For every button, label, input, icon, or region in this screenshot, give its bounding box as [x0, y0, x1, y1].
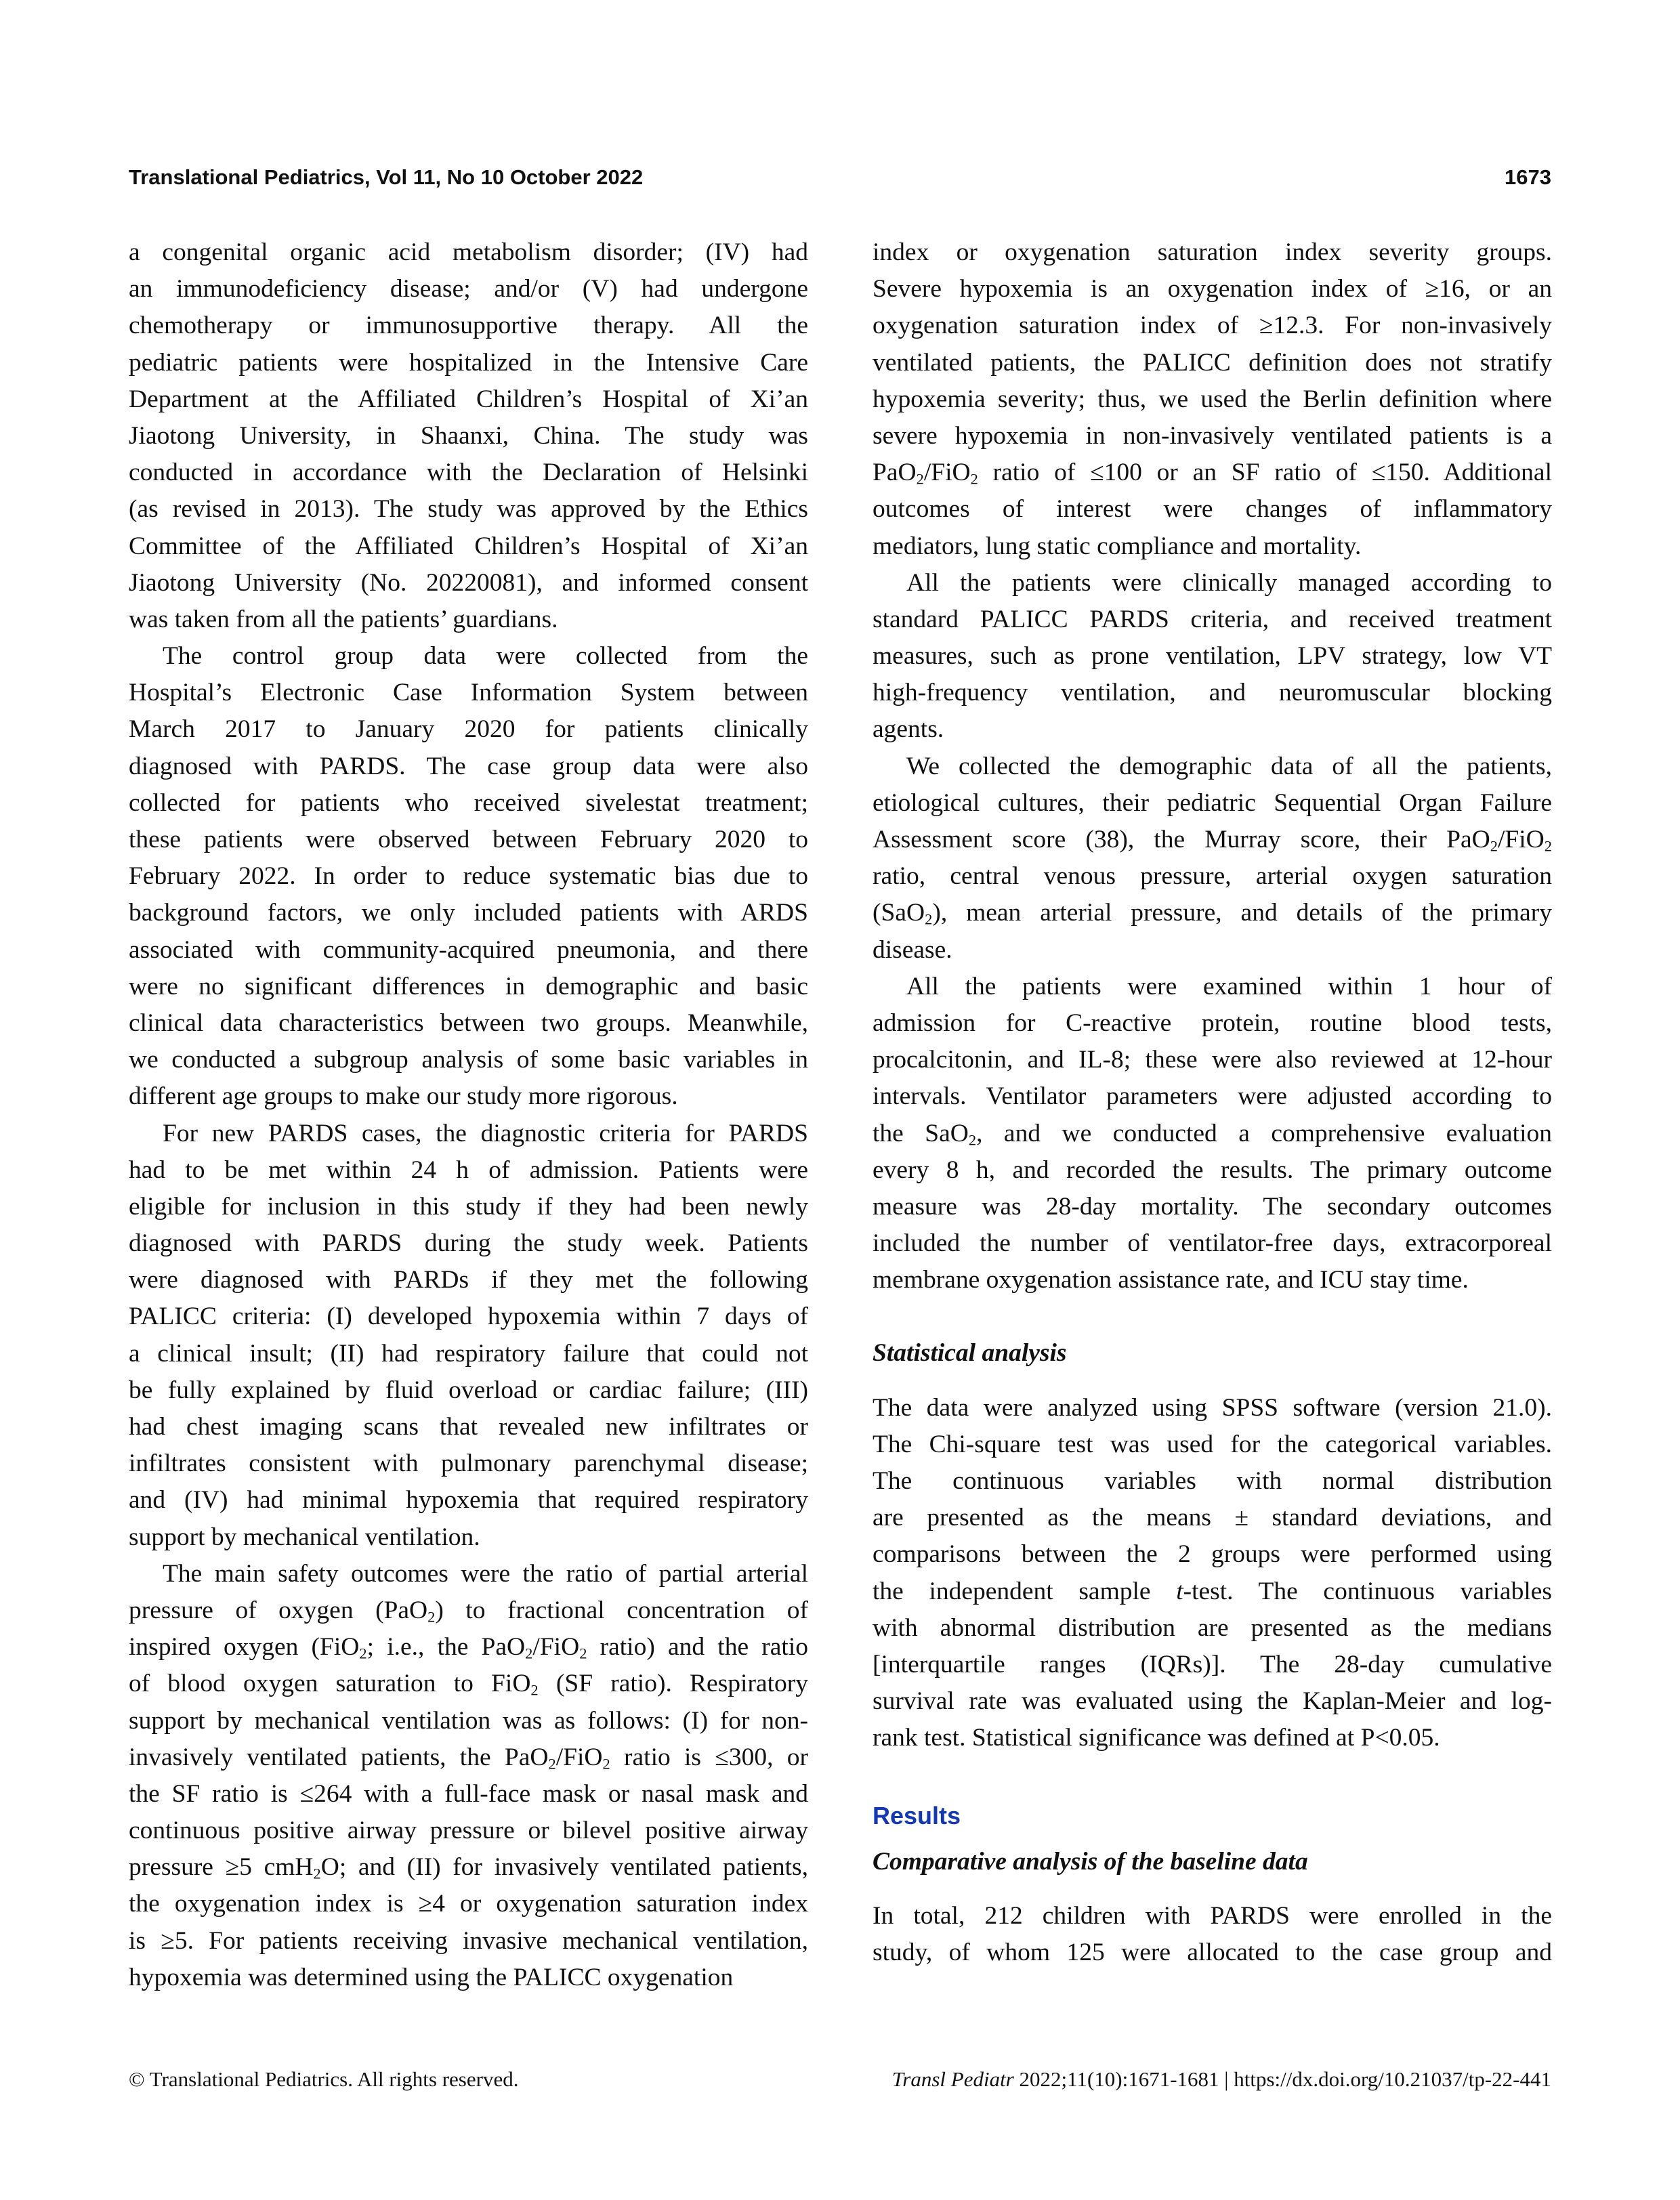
- text-line: procalcitonin, and IL-8; these were also reviewed at 12-hour: [873, 1046, 1552, 1074]
- text-line: background factors, we only included patients with ARDS: [129, 899, 808, 927]
- text-line: Hospital’s Electronic Case Information System between: [129, 679, 808, 707]
- text-line: collected for patients who received sivelestat treatment;: [129, 788, 808, 817]
- text-line: continuous positive airway pressure or bilevel positive airway: [129, 1817, 808, 1845]
- citation: [892, 2067, 1551, 2092]
- text-line: mediators, lung static compliance and mortality.: [873, 532, 1362, 560]
- text-line: The main safety outcomes were the ratio of partial arterial: [163, 1559, 808, 1588]
- text-line: survival rate was evaluated using the Kaplan-Meier and log-: [873, 1687, 1552, 1716]
- text-line: high-frequency ventilation, and neuromuscular blocking: [873, 679, 1552, 707]
- text-line: clinical data characteristics between two groups. Meanwhile,: [129, 1009, 808, 1037]
- text-line: diagnosed with PARDS during the study week. Patients: [129, 1229, 808, 1258]
- text-line: and (IV) had minimal hypoxemia that required respiratory: [129, 1486, 808, 1515]
- running-header: [129, 163, 1551, 192]
- paragraph: [873, 969, 1552, 1299]
- text-line: The data were analyzed using SPSS software (version 21.0).: [873, 1393, 1552, 1422]
- text-line: Jiaotong University, in Shaanxi, China. The study was: [129, 421, 808, 450]
- text-line: severe hypoxemia in non-invasively ventilated patients is a: [873, 421, 1552, 450]
- paragraph: [129, 1556, 808, 1996]
- text-line: a clinical insult; (II) had respiratory failure that could not: [129, 1339, 808, 1368]
- left-column: [129, 234, 808, 1996]
- page-footer: [129, 2066, 1551, 2093]
- text-line: the oxygenation index is ≥4 or oxygenation saturation index: [129, 1890, 808, 1918]
- text-line: hypoxemia severity; thus, we used the Berlin definition where: [873, 385, 1552, 413]
- text-line: invasively ventilated patients, the PaO$_2$/FiO$_2$ ratio is ≤300, or: [129, 1743, 808, 1773]
- text-line: pediatric patients were hospitalized in the Intensive Care: [129, 348, 808, 377]
- spacer: [873, 1834, 1552, 1844]
- text-line: are presented as the means ± standard deviations, and: [873, 1504, 1552, 1532]
- text-line: All the patients were examined within 1 hour of: [906, 972, 1552, 1000]
- paragraph: [129, 638, 808, 1115]
- text-line: The continuous variables with normal distribution: [873, 1467, 1552, 1495]
- text-line: [interquartile ranges (IQRs)]. The 28-day cumulative: [873, 1650, 1552, 1678]
- text-line: In total, 212 children with PARDS were enrolled in the: [873, 1901, 1552, 1930]
- text-line: ratio, central venous pressure, arterial oxygen saturation: [873, 862, 1552, 891]
- text-line: etiological cultures, their pediatric Sequential Organ Failure: [873, 788, 1552, 817]
- text-line: ventilated patients, the PALICC definition does not stratify: [873, 348, 1552, 377]
- paragraph: [129, 234, 808, 638]
- text-line: (as revised in 2013). The study was approved by the Ethics: [129, 495, 808, 524]
- paragraph: [129, 1116, 808, 1556]
- baseline-subheading: Comparative analysis of the baseline data: [873, 1847, 1308, 1876]
- text-line: support by mechanical ventilation was as follows: (I) for non-: [129, 1706, 808, 1735]
- text-line: hypoxemia was determined using the PALICC oxygenation: [129, 1963, 734, 1991]
- page-number: 1673: [1505, 165, 1551, 189]
- text-line: a congenital organic acid metabolism disorder; (IV) had: [129, 238, 808, 266]
- right-column: [873, 234, 1552, 1971]
- text-line: (SaO$_2$), mean arterial pressure, and details of the primary: [873, 899, 1552, 928]
- text-line: agents.: [873, 715, 944, 744]
- text-line: eligible for inclusion in this study if they had been newly: [129, 1192, 808, 1221]
- text-line: these patients were observed between February 2020 to: [129, 826, 808, 853]
- copyright-notice: © Translational Pediatrics. All rights reserved.: [129, 2067, 519, 2091]
- citation-doi[interactable]: 2022;11(10):1671-1681 | https://dx.doi.org/10.21037/tp-22-441: [1013, 2067, 1551, 2091]
- text-line: membrane oxygenation assistance rate, and ICU stay time.: [873, 1266, 1469, 1294]
- text-line: measure was 28-day mortality. The secondary outcomes: [873, 1192, 1552, 1221]
- text-line: rank test. Statistical significance was defined at P<0.05.: [873, 1724, 1440, 1752]
- text-line: index or oxygenation saturation index severity groups.: [873, 238, 1552, 266]
- text-line: is ≥5. For patients receiving invasive mechanical ventilation,: [129, 1926, 808, 1955]
- spacer: [873, 1372, 1552, 1390]
- text-line: Committee of the Affiliated Children’s Hospital of Xi’an: [129, 532, 808, 560]
- text-line: were diagnosed with PARDs if they met the following: [129, 1266, 808, 1294]
- text-line: Severe hypoxemia is an oxygenation index of ≥16, or an: [873, 275, 1552, 303]
- text-line: had chest imaging scans that revealed new infiltrates or: [129, 1413, 808, 1441]
- text-line: All the patients were clinically managed according to: [906, 568, 1552, 597]
- text-line: every 8 h, and recorded the results. The primary outcome: [873, 1156, 1552, 1184]
- journal-abbrev: Transl Pediatr: [891, 2067, 1014, 2091]
- text-line: conducted in accordance with the Declaration of Helsinki: [129, 459, 808, 487]
- text-line: we conducted a subgroup analysis of some basic variables in: [129, 1046, 808, 1074]
- results-heading: Results: [873, 1801, 961, 1829]
- text-line: admission for C-reactive protein, routine blood tests,: [873, 1009, 1552, 1037]
- text-line: the independent sample t-test. The continuous variables: [873, 1577, 1552, 1605]
- spacer: [873, 1298, 1552, 1335]
- text-line: Assessment score (38), the Murray score, their PaO$_2$/FiO$_2$: [873, 826, 1552, 855]
- text-line: the SF ratio is ≤264 with a full-face mask or nasal mask and: [129, 1779, 808, 1808]
- journal-issue: Translational Pediatrics, Vol 11, No 10 October 2022: [129, 165, 644, 189]
- text-line: included the number of ventilator-free days, extracorporeal: [873, 1229, 1552, 1258]
- text-line: be fully explained by fluid overload or cardiac failure; (III): [129, 1376, 808, 1404]
- text-line: We collected the demographic data of all the patients,: [906, 752, 1552, 780]
- text-line: different age groups to make our study more rigorous.: [129, 1082, 678, 1111]
- text-line: an immunodeficiency disease; and/or (V) had undergone: [129, 275, 808, 303]
- spacer: [873, 1757, 1552, 1798]
- text-line: study, of whom 125 were allocated to the case group and: [873, 1938, 1552, 1966]
- text-line: with abnormal distribution are presented as the medians: [873, 1613, 1552, 1642]
- statistical-analysis-body: [873, 1390, 1552, 1757]
- text-line: inspired oxygen (FiO$_2$; i.e., the PaO$_2$/FiO$_2$ ratio) and the ratio: [129, 1633, 808, 1662]
- paragraph: [873, 234, 1552, 565]
- text-line: pressure of oxygen (PaO$_2$) to fractional concentration of: [129, 1596, 808, 1626]
- text-line: PALICC criteria: (I) developed hypoxemia within 7 days of: [129, 1303, 808, 1331]
- text-line: were no significant differences in demographic and basic: [129, 972, 808, 1000]
- paragraph: [873, 565, 1552, 748]
- text-line: support by mechanical ventilation.: [129, 1523, 480, 1551]
- text-line: was taken from all the patients’ guardians.: [129, 605, 558, 633]
- text-line: comparisons between the 2 groups were performed using: [873, 1540, 1552, 1569]
- text-line: the SaO$_2$, and we conducted a comprehensive evaluation: [873, 1119, 1552, 1149]
- text-line: standard PALICC PARDS criteria, and received treatment: [873, 605, 1552, 633]
- text-line: February 2022. In order to reduce systematic bias due to: [129, 862, 808, 891]
- text-line: March 2017 to January 2020 for patients clinically: [129, 715, 808, 744]
- text-line: infiltrates consistent with pulmonary parenchymal disease;: [129, 1450, 808, 1478]
- text-line: intervals. Ventilator parameters were adjusted according to: [873, 1082, 1552, 1111]
- text-line: PaO$_2$/FiO$_2$ ratio of ≤100 or an SF ratio of ≤150. Additional: [873, 459, 1552, 488]
- text-line: oxygenation saturation index of ≥12.3. For non-invasively: [873, 312, 1552, 340]
- results-body: [873, 1898, 1552, 1971]
- text-line: measures, such as prone ventilation, LPV strategy, low VT: [873, 642, 1552, 671]
- right-body-paragraphs: [873, 234, 1552, 1298]
- text-line: outcomes of interest were changes of inflammatory: [873, 495, 1552, 524]
- statistical-analysis-heading: Statistical analysis: [873, 1339, 1067, 1368]
- text-line: of blood oxygen saturation to FiO$_2$ (SF ratio). Respiratory: [129, 1670, 808, 1699]
- text-line: Jiaotong University (No. 20220081), and informed consent: [129, 568, 808, 597]
- text-line: chemotherapy or immunosupportive therapy. All the: [129, 312, 808, 340]
- text-line: disease.: [873, 935, 952, 964]
- spacer: [873, 1880, 1552, 1898]
- text-line: associated with community-acquired pneumonia, and there: [129, 935, 808, 964]
- text-line: The Chi-square test was used for the categorical variables.: [873, 1430, 1552, 1458]
- text-line: had to be met within 24 h of admission. Patients were: [129, 1156, 808, 1184]
- text-line: Department at the Affiliated Children’s Hospital of Xi’an: [129, 385, 808, 413]
- text-line: diagnosed with PARDS. The case group data were also: [129, 752, 808, 780]
- text-line: pressure ≥5 cmH$_2$O; and (II) for invasively ventilated patients,: [129, 1853, 808, 1882]
- text-line: For new PARDS cases, the diagnostic criteria for PARDS: [163, 1119, 808, 1147]
- text-line: The control group data were collected from the: [163, 642, 808, 671]
- paragraph: [873, 748, 1552, 969]
